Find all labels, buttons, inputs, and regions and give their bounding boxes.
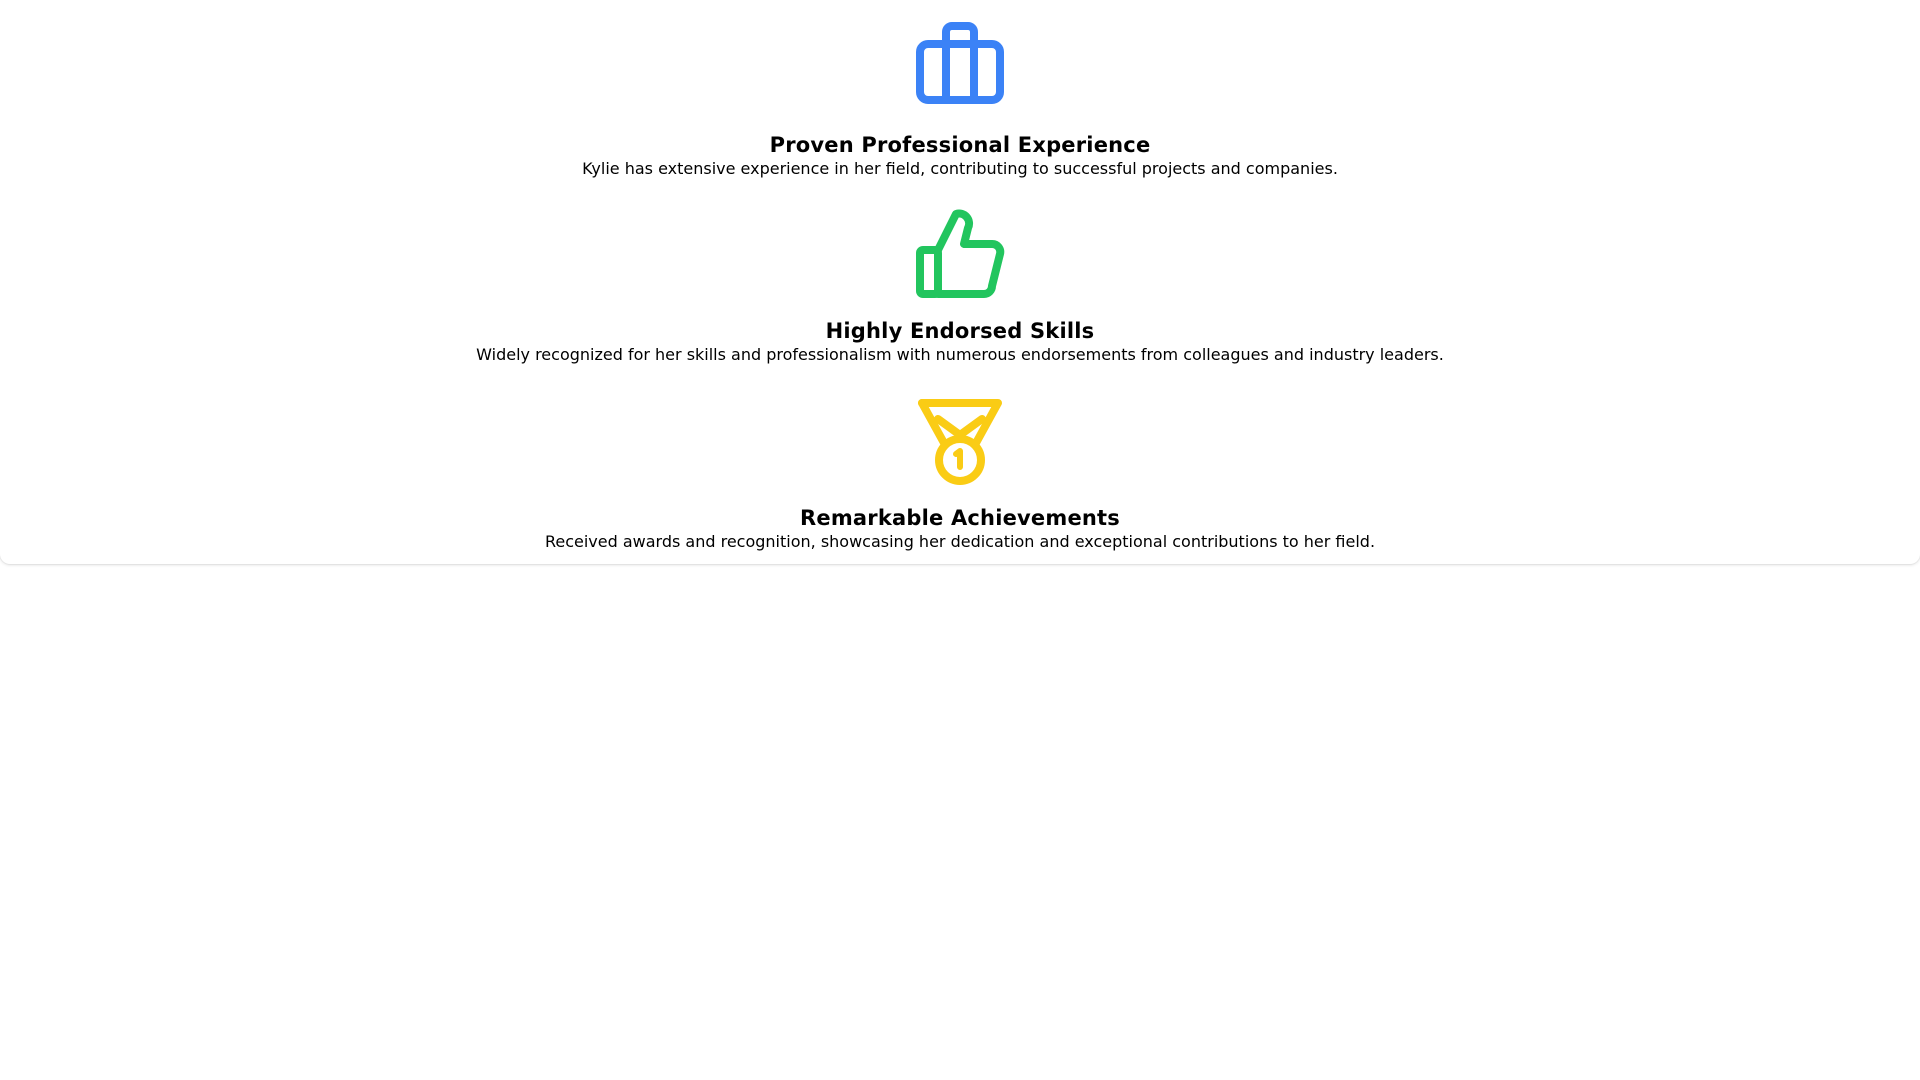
thumbs-up-icon [912,206,1008,302]
feature-description: Kylie has extensive experience in her field, contributing to successful projects and companies. [582,159,1338,178]
feature-description: Widely recognized for her skills and professionalism with numerous endorsements from colleagues and industry leaders. [476,345,1444,364]
feature-skills [0,206,1920,366]
feature-title: Proven Professional Experience [769,133,1151,157]
feature-title: Remarkable Achievements [800,506,1120,530]
feature-title: Highly Endorsed Skills [825,319,1095,343]
feature-achievements [0,393,1920,553]
feature-experience [0,20,1920,180]
feature-description: Received awards and recognition, showcasing her dedication and exceptional contributions to her field. [544,532,1376,551]
medal-icon [912,393,1008,489]
briefcase-icon [912,20,1008,116]
